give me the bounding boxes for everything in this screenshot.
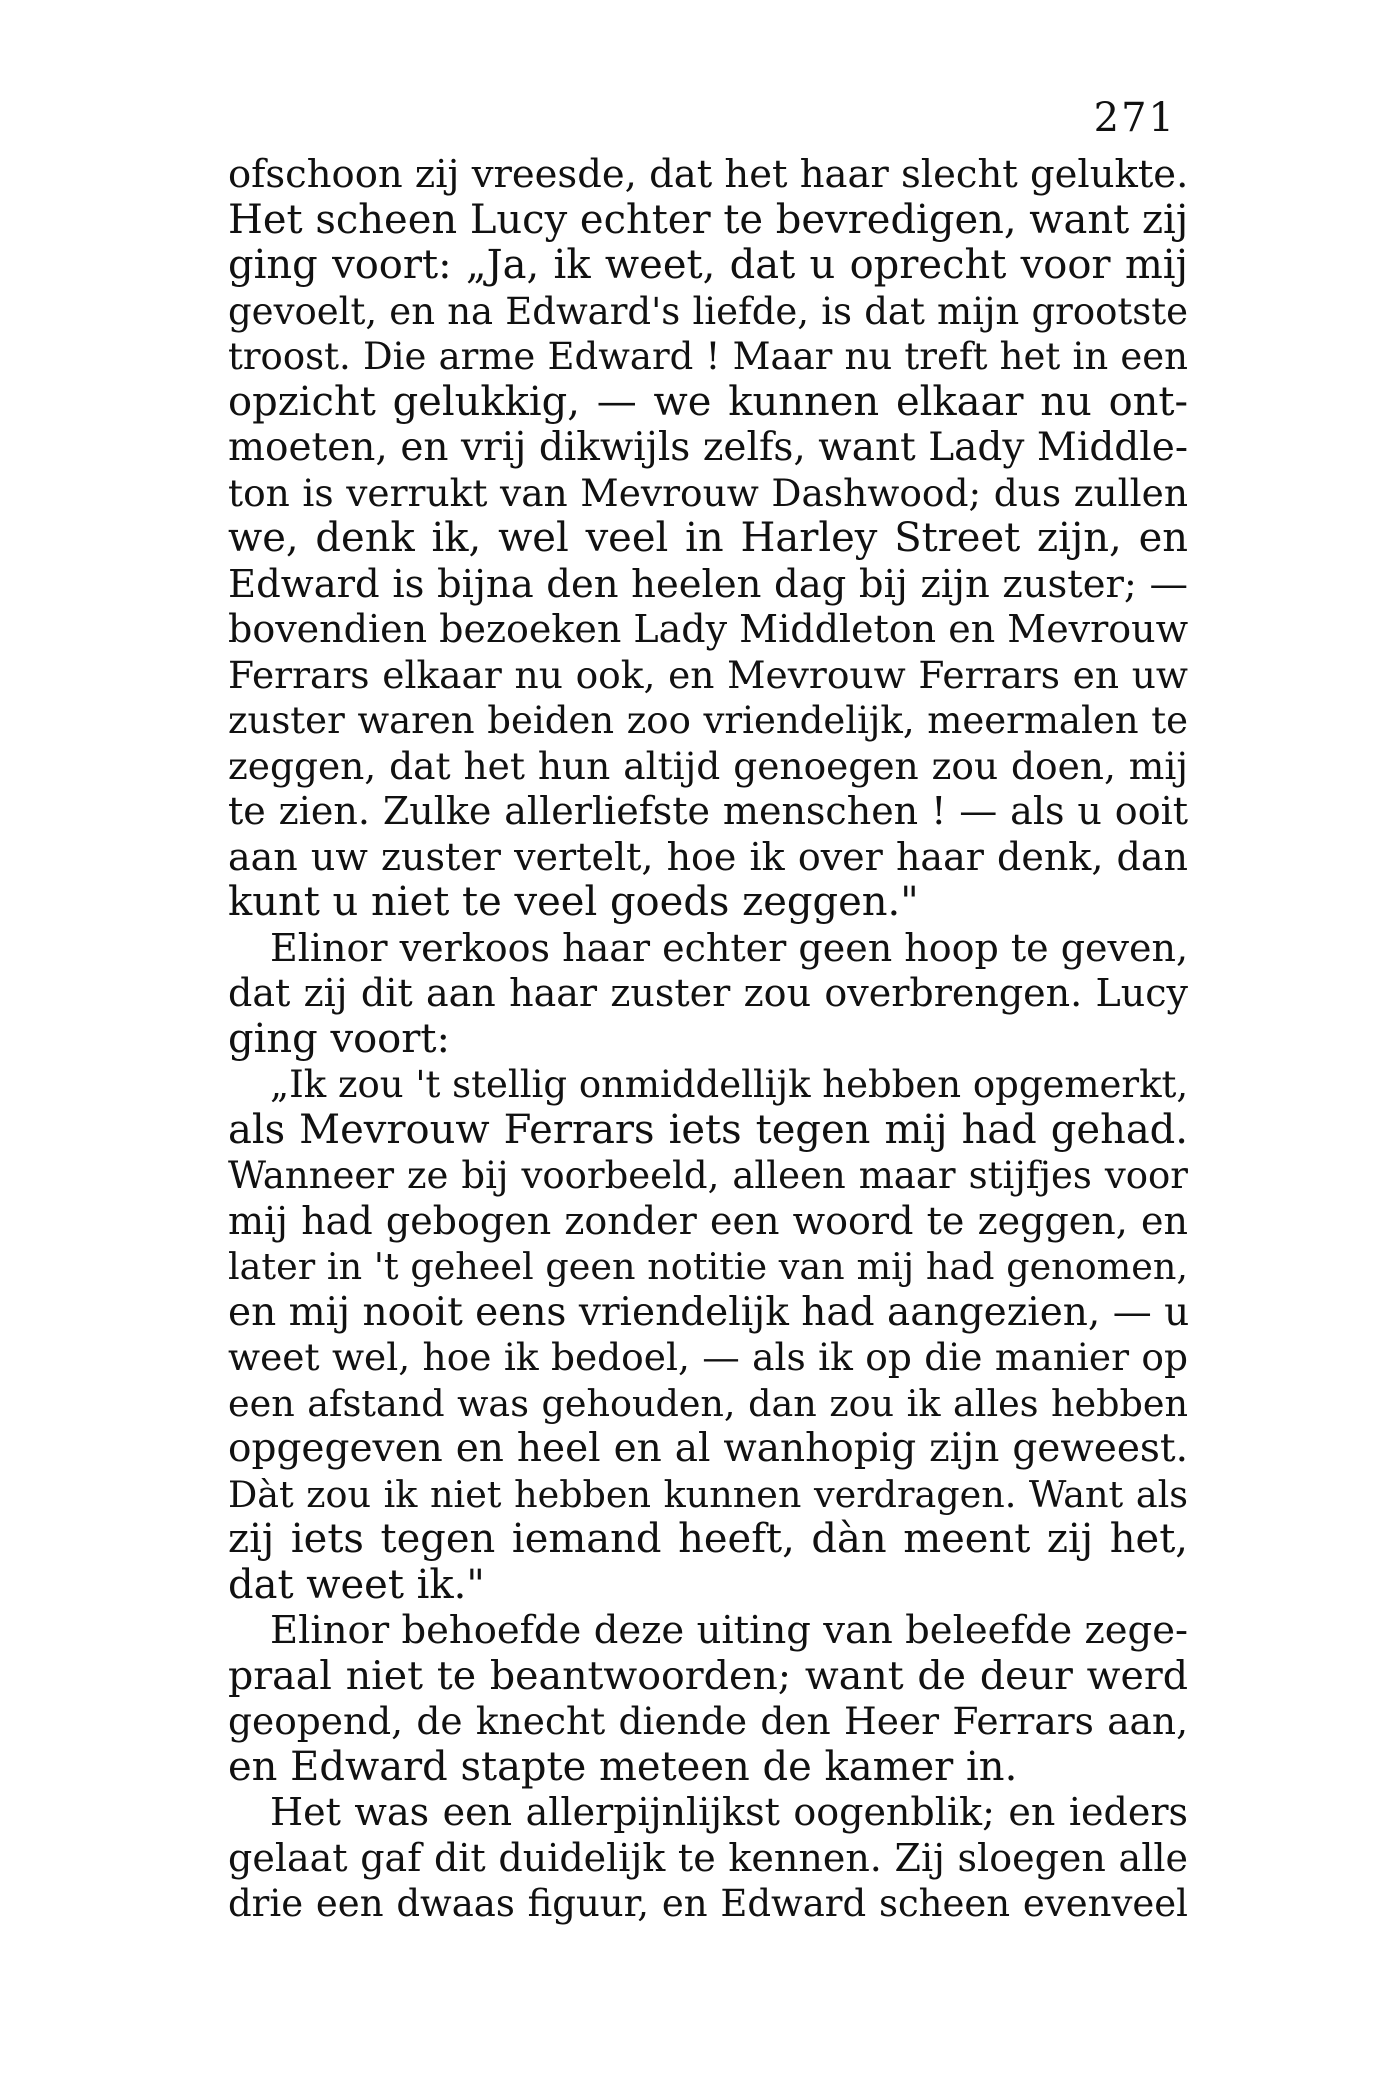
text-line: bovendien bezoeken Lady Middleton en Mevrouw — [228, 607, 1189, 651]
text-line: geopend, de knecht diende den Heer Ferrars aan, — [228, 1699, 1188, 1743]
text-line: en Edward stapte meteen de kamer in. — [228, 1743, 1018, 1790]
text-line: „Ik zou 't stellig onmiddellijk hebben opgemerkt, — [270, 1063, 1189, 1106]
page-number: 271 — [1093, 95, 1176, 141]
text-line: ging voort: „Ja, ik weet, dat u oprecht voor mij — [228, 242, 1188, 288]
text-line: ton is verrukt van Mevrouw Dashwood; dus zullen — [228, 470, 1188, 515]
text-line: ofschoon zij vreesde, dat het haar slecht gelukte. — [228, 152, 1189, 197]
text-line: dat zij dit aan haar zuster zou overbrengen. Lucy — [228, 971, 1188, 1015]
text-line: dat weet ik." — [228, 1561, 485, 1608]
text-line: als Mevrouw Ferrars iets tegen mij had gehad. — [228, 1106, 1188, 1153]
text-line: aan uw zuster vertelt, hoe ik over haar denk, dan — [228, 834, 1188, 879]
text-line: troost. Die arme Edward ! Maar nu treft het in een — [228, 335, 1188, 378]
text-line: Elinor verkoos haar echter geen hoop te geven, — [270, 925, 1189, 970]
text-line: gevoelt, en na Edward's liefde, is dat mijn grootste — [228, 289, 1188, 333]
text-line: opzicht gelukkig, — we kunnen elkaar nu ont- — [228, 378, 1188, 425]
text-line: Het was een allerpijnlijkst oogenblik; en ieders — [270, 1790, 1188, 1834]
text-line: zeggen, dat het hun altijd genoegen zou doen, mij — [228, 743, 1188, 788]
text-line: moeten, en vrij dikwijls zelfs, want Lady Middle- — [228, 425, 1188, 470]
text-line: zij iets tegen iemand heeft, dàn meent zij het, — [228, 1516, 1188, 1562]
text-line: zuster waren beiden zoo vriendelijk, meermalen te — [228, 699, 1188, 742]
text-line: en mij nooit eens vriendelijk had aangezien, — u — [228, 1289, 1190, 1335]
text-line: ging voort: — [228, 1015, 450, 1062]
text-line: drie een dwaas figuur, en Edward scheen evenveel — [228, 1882, 1188, 1925]
text-line: praal niet te beantwoorden; want de deur werd — [228, 1652, 1188, 1699]
text-line: kunt u niet te veel goeds zeggen." — [228, 879, 919, 925]
text-line: Wanneer ze bij voorbeeld, alleen maar stijfjes voor — [228, 1154, 1188, 1197]
text-line: een afstand was gehouden, dan zou ik alles hebben — [228, 1381, 1188, 1425]
text-line: later in 't geheel geen notitie van mij had genomen, — [228, 1245, 1188, 1288]
text-line: gelaat gaf dit duidelijk te kennen. Zij sloegen alle — [228, 1835, 1188, 1880]
text-line: Dàt zou ik niet hebben kunnen verdragen. Want als — [228, 1472, 1188, 1516]
text-line: weet wel, hoe ik bedoel, — als ik op die manier op — [228, 1335, 1188, 1379]
text-line: Ferrars elkaar nu ook, en Mevrouw Ferrars en uw — [228, 652, 1188, 697]
text-line: we, denk ik, wel veel in Harley Street zijn, en — [228, 515, 1188, 561]
page-body-text — [228, 152, 1188, 1927]
text-line: Edward is bijna den heelen dag bij zijn zuster; — — [228, 561, 1188, 607]
text-line: opgegeven en heel en al wanhopig zijn geweest. — [228, 1426, 1188, 1471]
text-line: mij had gebogen zonder een woord te zeggen, en — [228, 1198, 1188, 1243]
text-line: Elinor behoefde deze uiting van beleefde zege- — [270, 1608, 1188, 1653]
text-line: te zien. Zulke allerliefste menschen ! — als u ooit — [228, 789, 1188, 833]
text-line: Het scheen Lucy echter te bevredigen, want zij — [228, 196, 1189, 243]
